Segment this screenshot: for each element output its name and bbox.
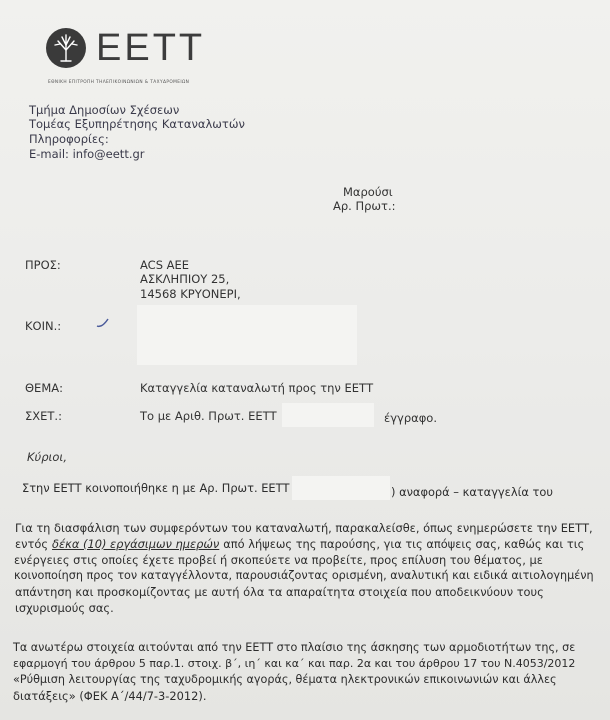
paragraph1-line5: απάντηση και προσκομίζοντας με αυτή όλα τα απαραίτητα στοιχεία που αποδεικνύουν τους xyxy=(15,585,544,599)
sender-department: Τμήμα Δημοσίων Σχέσεων xyxy=(29,103,180,117)
eett-tree-logo-icon xyxy=(46,28,86,68)
sender-email: E-mail: info@eett.gr xyxy=(29,147,145,161)
redacted-intro xyxy=(292,476,390,500)
koin-label: ΚΟΙΝ.: xyxy=(25,319,62,333)
paragraph1-line2-pre: εντός xyxy=(15,537,49,551)
deadline-underlined: δέκα (10) εργάσιμων ημερών xyxy=(52,537,220,551)
salutation: Κύριοι, xyxy=(27,450,67,464)
paragraph1-line1-text: Για τη διασφάλιση των συμφερόντων του καταναλωτή, παρακαλείσθε, όπως ενημερώσετε την ΕΕΤΤ, xyxy=(15,521,593,535)
reference-tail: έγγραφο. xyxy=(384,411,437,425)
sender-info-label: Πληροφορίες: xyxy=(29,132,109,146)
recipient-label: ΠΡΟΣ: xyxy=(25,258,61,272)
pen-tick-mark xyxy=(96,314,110,326)
paragraph1-line4: κοινοποίηση προς τον καταγγέλλοντα, παρουσιάζοντας ορισμένη, αναλυτική και ειδικά αιτιολογημένη xyxy=(14,569,594,582)
logo-wordmark: ΕΕΤΤ xyxy=(96,27,206,69)
intro-start: Στην ΕΕΤΤ κοινοποιήθηκε η με Αρ. Πρωτ. ΕΕΤΤ xyxy=(22,481,290,495)
paragraph1-line2-post: από λήψεως της παρούσης, για τις απόψεις σας, καθώς και τις xyxy=(223,537,585,551)
recipient-city: 14568 ΚΡΥΟΝΕΡΙ, xyxy=(140,287,241,301)
paragraph2-line3: «Ρύθμιση λειτουργίας της ταχυδρομικής αγοράς, θέματα ηλεκτρονικών επικοινωνιών και άλλες xyxy=(13,673,557,686)
subject-label: ΘΕΜΑ: xyxy=(25,381,63,395)
paragraph1-line1 xyxy=(15,521,593,535)
subject-text: Καταγγελία καταναλωτή προς την ΕΕΤΤ xyxy=(140,381,374,395)
redacted-reference xyxy=(282,403,374,427)
reference-text: Το με Αριθ. Πρωτ. ΕΕΤΤ xyxy=(140,409,277,423)
logo-subtitle: ΕΘΝΙΚΗ ΕΠΙΤΡΟΠΗ ΤΗΛΕΠΙΚΟΙΝΩΝΙΩΝ & ΤΑΧΥΔΡΟΜΕΙΩΝ xyxy=(48,80,190,85)
paragraph1-line2 xyxy=(15,537,597,551)
place-city: Μαρούσι xyxy=(343,185,393,199)
paragraph1-line6: ισχυρισμούς σας. xyxy=(15,601,114,615)
paragraph2-line4: διατάξεις» (ΦΕΚ Α΄/44/7-3-2012). xyxy=(13,689,207,703)
protocol-number-label: Αρ. Πρωτ.: xyxy=(333,199,396,213)
recipient-name: ACS AEE xyxy=(140,258,190,272)
sender-section: Τομέας Εξυπηρέτησης Καταναλωτών xyxy=(29,117,245,131)
recipient-street: ΑΣΚΛΗΠΙΟΥ 25, xyxy=(140,272,230,286)
paragraph2-line1: Τα ανωτέρω στοιχεία αιτούνται από την ΕΕΤΤ στο πλαίσιο της άσκησης των αρμοδιοτήτων της, σε xyxy=(13,641,576,654)
paragraph2-line2: εφαρμογή του άρθρου 5 παρ.1. στοιχ. β΄, ιη΄ και κα΄ και παρ. 2α και του άρθρου 17 του Ν.4053/2012 xyxy=(13,657,576,670)
reference-label: ΣΧΕΤ.: xyxy=(25,409,62,423)
paragraph1-line3: ενέργειες στις οποίες έχετε προβεί ή σκοπεύετε να προβείτε, προς επίλυση του θέματος, με xyxy=(14,553,543,567)
intro-end: ) αναφορά – καταγγελία του xyxy=(391,485,553,499)
redacted-block xyxy=(137,305,357,365)
